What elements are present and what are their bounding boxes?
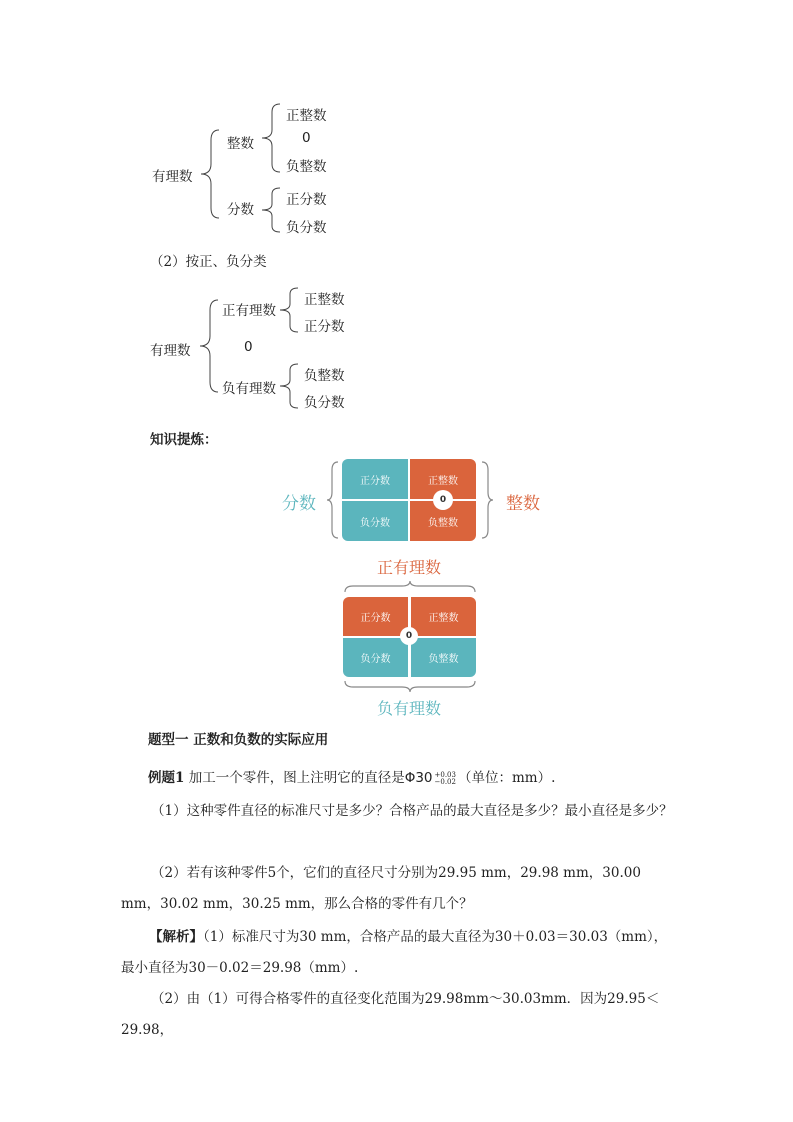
tree1-neg-int: 负整数 (286, 159, 327, 175)
example-tolerance-upper: +0.03 (434, 770, 456, 779)
diagram2-cell-neg-int: 负整数 (411, 638, 476, 677)
tree2-positive: 正有理数 (222, 303, 276, 319)
diagram2-top-label: 正有理数 (377, 558, 442, 577)
example-text-before: 加工一个零件，图上注明它的直径是 (184, 770, 405, 786)
tree1-integer: 整数 (227, 136, 254, 152)
knowledge-heading: 知识提炼： (150, 432, 218, 448)
diagram2-bottom-label: 负有理数 (377, 699, 442, 718)
tree2-positive-brace (276, 286, 300, 334)
tree1-zero: 0 (302, 130, 311, 146)
tree2-negative-brace (276, 362, 300, 410)
diagram1-cell-neg-int: 负整数 (410, 501, 476, 541)
analysis-1: （1）标准尺寸为30 mm，合格产品的最大直径为30＋0.03＝30.03（mm），最小直径为30－0.02＝29.98（mm）. (121, 929, 668, 976)
diagram2-cell-neg-frac: 负分数 (343, 638, 408, 677)
type-heading: 题型一 正数和负数的实际应用 (148, 732, 329, 748)
diagram1-cell-neg-frac: 负分数 (342, 501, 408, 541)
example-label: 例题1 (148, 770, 185, 786)
tree1-root: 有理数 (152, 169, 193, 185)
diagram1-zero: 0 (433, 490, 453, 510)
diagram2-zero: 0 (400, 627, 418, 645)
question-1: （1）这种零件直径的标准尺寸是多少？合格产品的最大直径是多少？最小直径是多少？ (151, 803, 673, 819)
tree1-pos-frac: 正分数 (286, 192, 327, 208)
tree2-root: 有理数 (150, 343, 191, 359)
example-tolerance-lower: −0.02 (434, 777, 456, 786)
tree1-fraction-brace (258, 186, 282, 234)
tree2-neg-frac: 负分数 (304, 395, 345, 411)
tree2-negative: 负有理数 (222, 381, 276, 397)
diagram2-bottom-brace (343, 679, 477, 693)
tree2-zero: 0 (244, 339, 253, 355)
analysis-1-paragraph (121, 922, 676, 984)
diagram1-left-brace (326, 460, 340, 540)
tree1-main-brace (197, 128, 221, 220)
example-text-after: （单位：mm）. (457, 770, 556, 786)
question-2: （2）若有该种零件5个，它们的直径尺寸分别为29.95 mm，29.98 mm，30.00 mm，30.02 mm，30.25 mm，那么合格的零件有几个？ (121, 865, 641, 912)
diagram1-left-label: 分数 (282, 494, 316, 514)
tree1-integer-brace (258, 102, 282, 174)
diagram2-cell-pos-frac: 正分数 (343, 597, 408, 636)
tree1-fraction: 分数 (227, 202, 254, 218)
diagram2-cell-pos-int: 正整数 (411, 597, 476, 636)
diagram1-cell-pos-frac: 正分数 (342, 459, 408, 499)
example-line (148, 766, 555, 786)
diagram2-top-brace (343, 580, 477, 594)
analysis-label: 【解析】 (149, 929, 203, 945)
tree1-pos-int: 正整数 (286, 108, 327, 124)
diagram1-right-brace (480, 460, 494, 540)
diagram1-cell-pos-int: 正整数 (410, 459, 476, 499)
tree2-pos-frac: 正分数 (304, 319, 345, 335)
tree2-main-brace (196, 298, 220, 394)
tree2-neg-int: 负整数 (304, 368, 345, 384)
example-phi: Φ30 (404, 770, 433, 786)
section2-heading: （2）按正、负分类 (150, 254, 267, 270)
tree1-neg-frac: 负分数 (286, 220, 327, 236)
tree2-pos-int: 正整数 (304, 292, 345, 308)
diagram1-right-label: 整数 (506, 494, 540, 514)
analysis-2: （2）由（1）可得合格零件的直径变化范围为29.98mm～30.03mm．因为29.95＜29.98， (121, 991, 660, 1038)
example-tolerance (435, 772, 456, 786)
diagram1-grid (342, 459, 476, 541)
